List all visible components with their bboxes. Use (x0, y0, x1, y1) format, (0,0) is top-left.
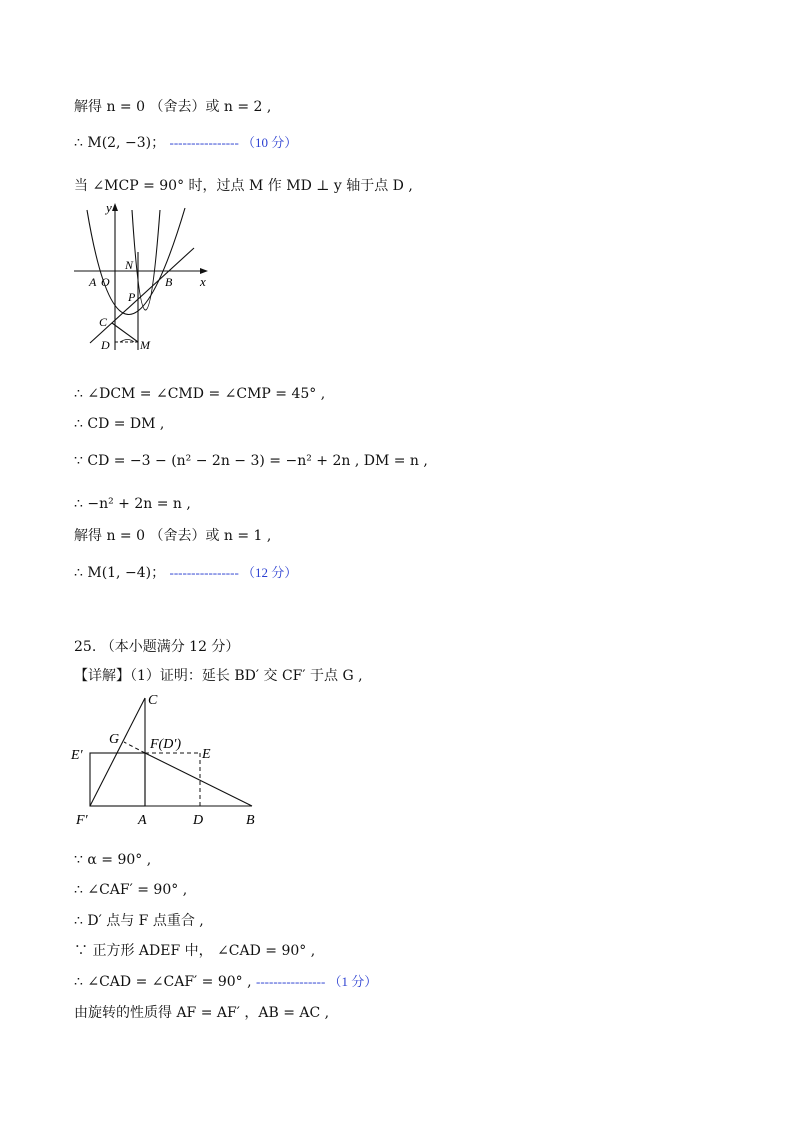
label-o: O (101, 275, 110, 289)
label-b: B (165, 275, 173, 289)
cd-dm-line: ∴ CD = DM , (74, 416, 165, 432)
label-y: y (106, 200, 112, 215)
angle-equal-line (74, 972, 377, 992)
label-n: N (125, 258, 134, 272)
label-d2: D (193, 813, 204, 828)
label-x: x (200, 274, 206, 289)
label-g: G (109, 732, 120, 747)
point-m-expression: ∴ M(1, −4) (74, 565, 152, 581)
label-b2: B (246, 813, 255, 828)
score-marker-12: ---------------- （12 分） (169, 565, 298, 580)
point-m-line-2 (74, 563, 297, 583)
separator: ； (151, 135, 166, 151)
point-m-expression: ∴ M(2, −3) (74, 135, 152, 151)
label-c: C (99, 315, 108, 329)
label-e: E (202, 747, 211, 762)
cd-expression-line: ∵ CD = −3 − (n² − 2n − 3) = −n² + 2n , DM = n , (74, 453, 428, 469)
rotation-property-line: 由旋转的性质得 AF = AF′ ，AB = AC , (74, 1005, 330, 1021)
angle-caf-line: ∴ ∠CAF′ = 90° , (74, 882, 188, 898)
label-f-prime: F′ (76, 813, 88, 828)
square-angle-line: ∵ 正方形 ADEF 中， ∠CAD = 90° , (74, 943, 316, 959)
label-f-d: F(D′) (150, 737, 182, 752)
label-a: A (89, 275, 97, 289)
parabola-figure (72, 200, 212, 360)
coincide-line: ∴ D′ 点与 F 点重合 , (74, 913, 204, 929)
label-a2: A (138, 813, 147, 828)
square-triangle-figure (66, 690, 276, 830)
alpha-line: ∵ α = 90° , (74, 852, 152, 868)
separator: ； (151, 565, 166, 581)
angle-equality-line: ∴ ∠DCM = ∠CMD = ∠CMP = 45° , (74, 386, 326, 402)
score-marker-10: ---------------- （10 分） (169, 135, 298, 150)
equation-line: ∴ −n² + 2n = n , (74, 496, 191, 512)
solve-line-1: 解得 n = 0 （舍去）或 n = 2 , (74, 99, 272, 115)
label-c2: C (148, 693, 158, 708)
case-condition-line: 当 ∠MCP = 90° 时，过点 M 作 MD ⊥ y 轴于点 D , (74, 178, 413, 194)
solve-line-2: 解得 n = 0 （舍去）或 n = 1 , (74, 528, 272, 544)
angle-equal-expression: ∴ ∠CAD = ∠CAF′ = 90° , (74, 974, 252, 990)
score-marker-1: ---------------- （1 分） (256, 974, 378, 989)
label-p: P (128, 290, 136, 304)
label-e-prime: E′ (71, 748, 83, 763)
label-m: M (140, 338, 150, 352)
proof-intro-line: 【详解】（1）证明：延长 BD′ 交 CF′ 于点 G , (74, 668, 363, 684)
label-d: D (101, 338, 110, 352)
problem-25-heading: 25. （本小题满分 12 分） (74, 639, 240, 655)
point-m-line-1 (74, 133, 297, 153)
